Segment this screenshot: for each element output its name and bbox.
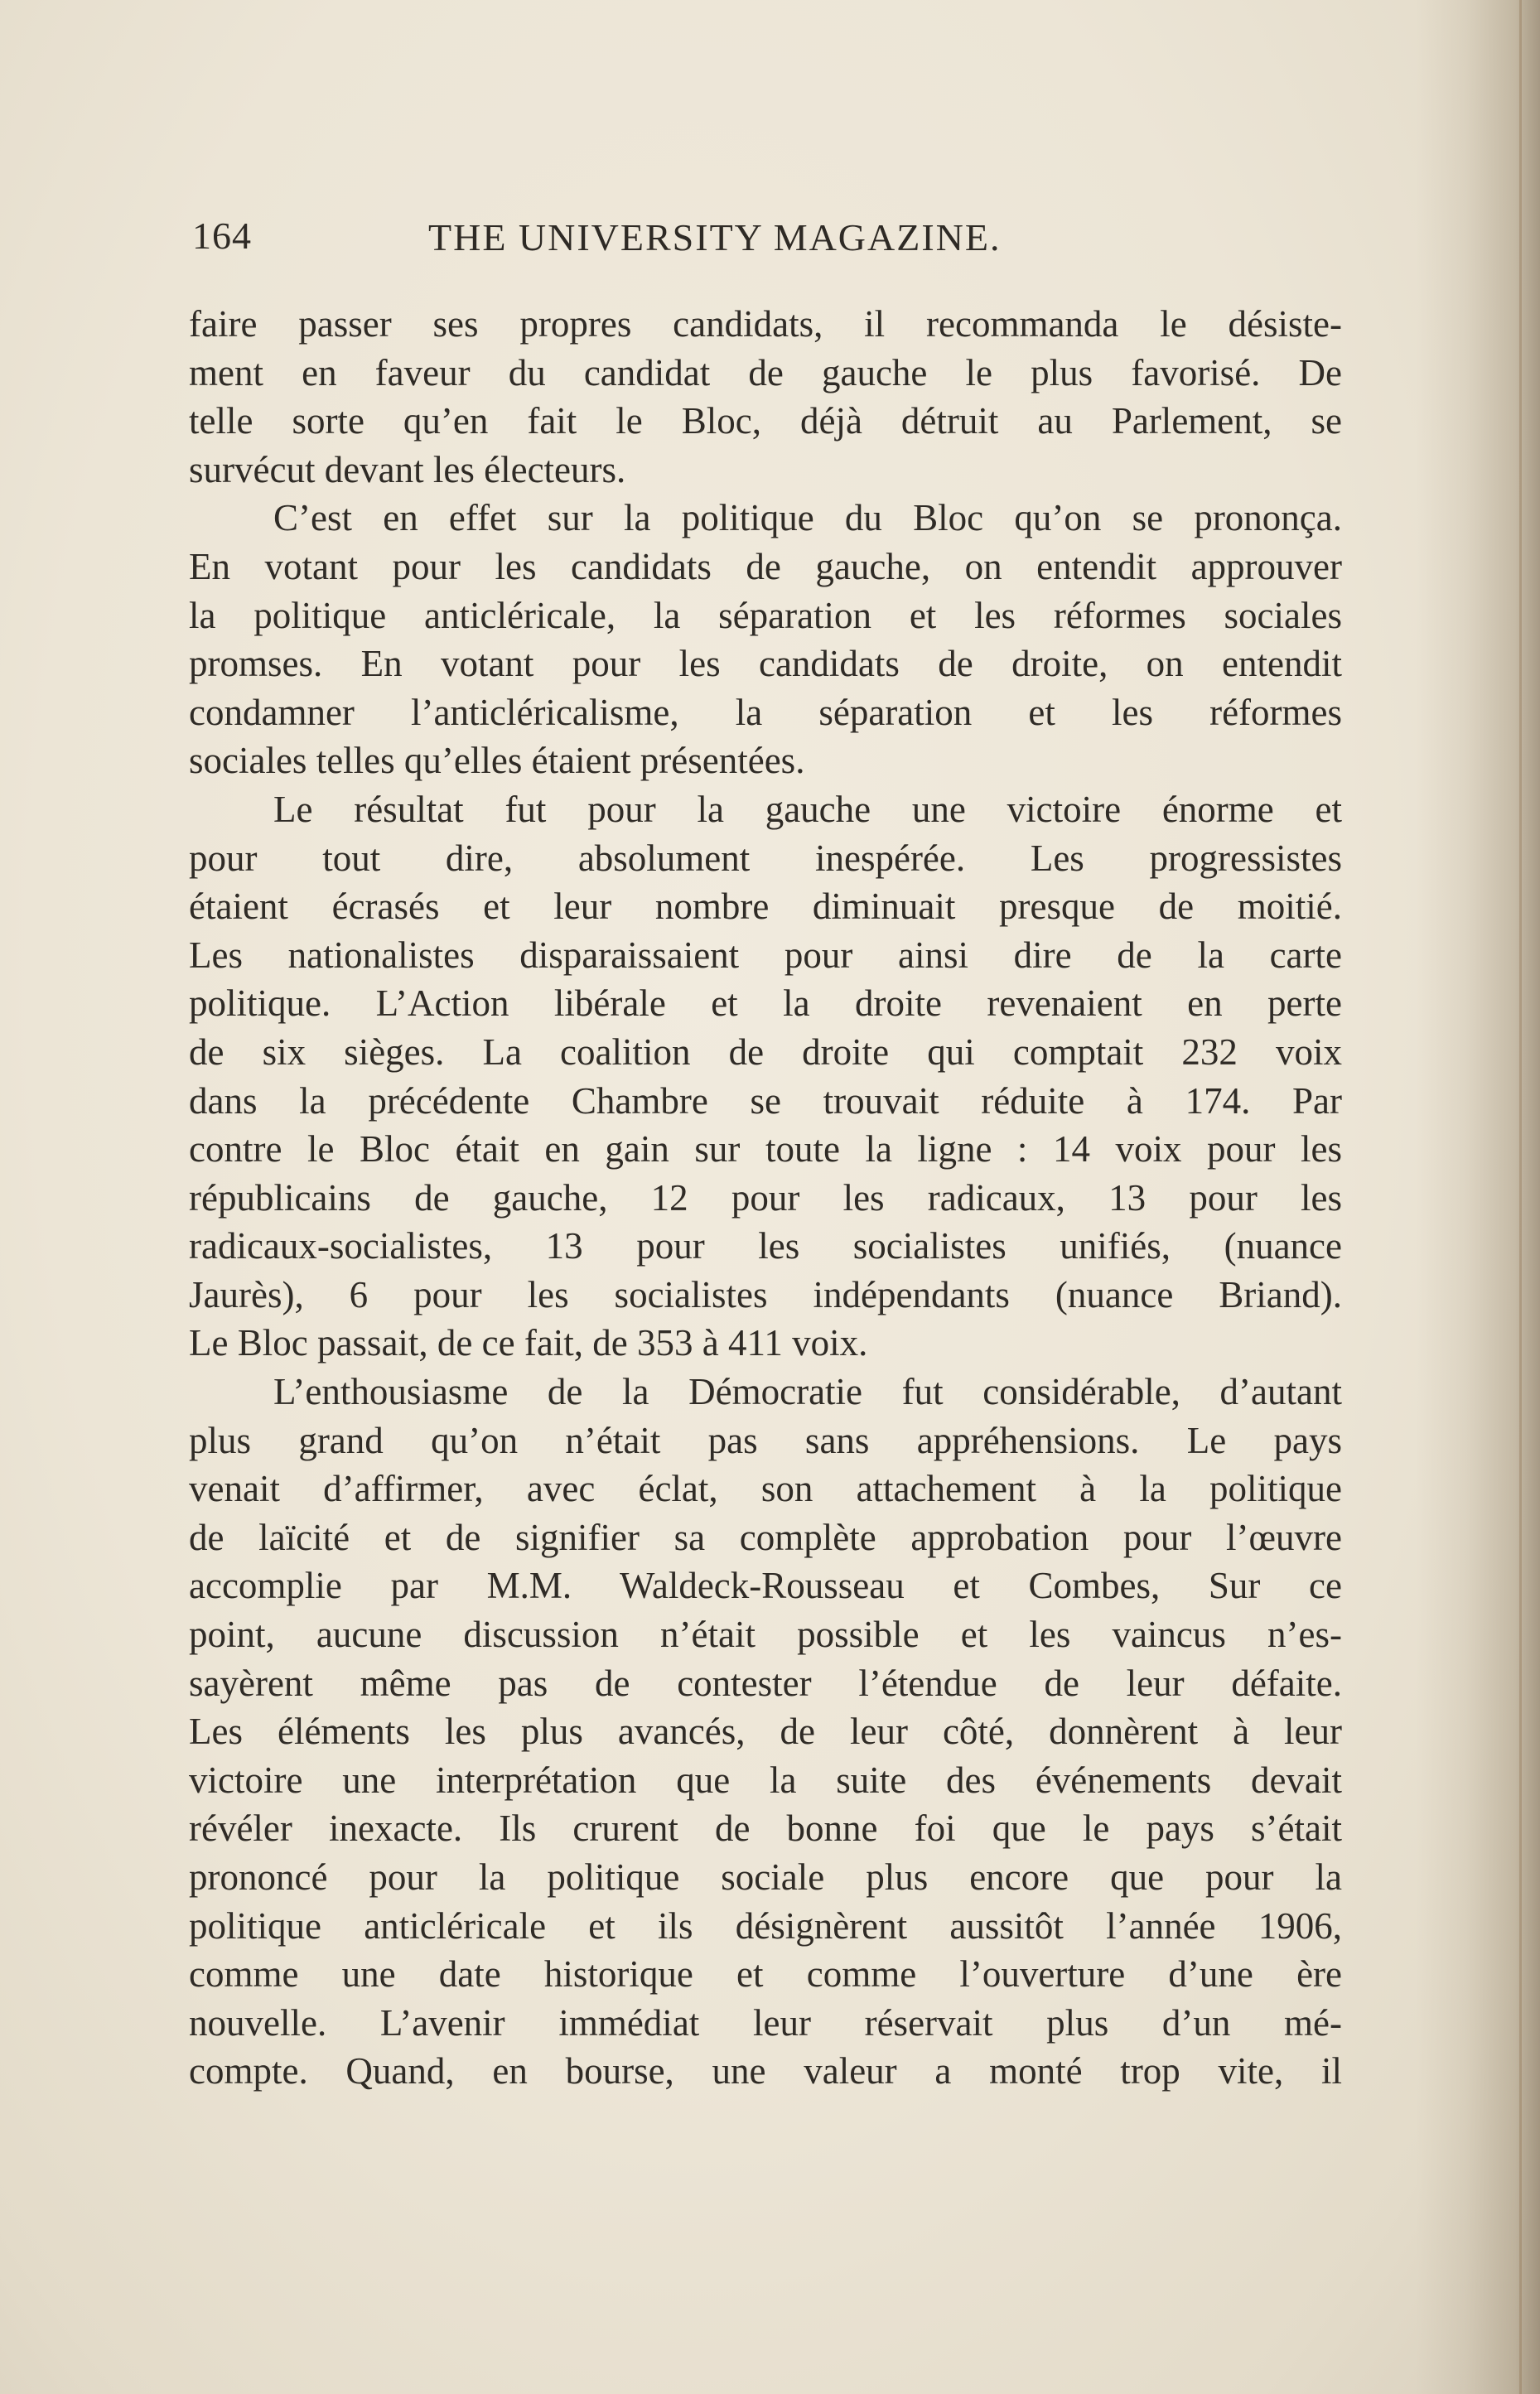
page-header bbox=[192, 214, 1335, 272]
text-line: En votant pour les candidats de gauche, on entendit approuver bbox=[189, 545, 1342, 587]
text-line: L’enthousiasme de la Démocratie fut considérable, d’autant bbox=[273, 1371, 1342, 1413]
text-line: point, aucune discussion n’était possible et les vaincus n’es- bbox=[189, 1614, 1342, 1656]
text-line: victoire une interprétation que la suite des événements devait bbox=[189, 1759, 1342, 1801]
text-line: de six sièges. La coalition de droite qui comptait 232 voix bbox=[189, 1030, 1342, 1073]
text-line: promses. En votant pour les candidats de droite, on entendit bbox=[189, 643, 1342, 685]
text-line: accomplie par M.M. Waldeck-Rousseau et Combes, Sur ce bbox=[189, 1565, 1342, 1607]
text-line: radicaux-socialistes, 13 pour les socialistes unifiés, (nuance bbox=[189, 1225, 1342, 1267]
text-line: sociales telles qu’elles étaient présentées. bbox=[189, 740, 805, 782]
text-line: venait d’affirmer, avec éclat, son attachement à la politique bbox=[189, 1468, 1342, 1510]
text-line: compte. Quand, en bourse, une valeur a monté trop vite, il bbox=[189, 2050, 1342, 2092]
text-line: plus grand qu’on n’était pas sans appréhensions. Le pays bbox=[189, 1419, 1342, 1461]
text-line: Le Bloc passait, de ce fait, de 353 à 411 voix. bbox=[189, 1322, 868, 1364]
text-line: telle sorte qu’en fait le Bloc, déjà détruit au Parlement, se bbox=[189, 400, 1342, 442]
text-line: faire passer ses propres candidats, il recommanda le désiste- bbox=[189, 303, 1342, 345]
text-line: nouvelle. L’avenir immédiat leur réservait plus d’un mé- bbox=[189, 2001, 1342, 2044]
page-number: 164 bbox=[192, 215, 252, 257]
paragraph bbox=[189, 1368, 1342, 2096]
text-line: politique anticléricale et ils désignèrent aussitôt l’année 1906, bbox=[189, 1904, 1342, 1947]
text-line: politique. L’Action libérale et la droite revenaient en perte bbox=[189, 982, 1342, 1025]
text-line: étaient écrasés et leur nombre diminuait presque de moitié. bbox=[189, 886, 1342, 928]
body-text bbox=[189, 300, 1342, 2096]
paragraph bbox=[189, 785, 1342, 1368]
text-line: condamner l’anticléricalisme, la séparation et les réformes bbox=[189, 691, 1342, 733]
running-head: THE UNIVERSITY MAGAZINE. bbox=[428, 216, 1002, 258]
text-line: prononcé pour la politique sociale plus encore que pour la bbox=[189, 1856, 1342, 1898]
text-line: dans la précédente Chambre se trouvait réduite à 174. Par bbox=[189, 1079, 1342, 1122]
page-edge-line bbox=[1519, 0, 1522, 2394]
paragraph bbox=[189, 494, 1342, 785]
text-line: pour tout dire, absolument inespérée. Les progressistes bbox=[189, 837, 1342, 879]
text-line: de laïcité et de signifier sa complète approbation pour l’œuvre bbox=[189, 1516, 1342, 1558]
text-line: sayèrent même pas de contester l’étendue de leur défaite. bbox=[189, 1662, 1342, 1704]
text-line: Le résultat fut pour la gauche une victoire énorme et bbox=[273, 788, 1342, 830]
text-line: Jaurès), 6 pour les socialistes indépendants (nuance Briand). bbox=[189, 1273, 1342, 1315]
text-line: Les éléments les plus avancés, de leur côté, donnèrent à leur bbox=[189, 1711, 1342, 1753]
text-line: républicains de gauche, 12 pour les radicaux, 13 pour les bbox=[189, 1176, 1342, 1219]
text-line: la politique anticléricale, la séparation et les réformes sociales bbox=[189, 594, 1342, 636]
text-line: révéler inexacte. Ils crurent de bonne foi que le pays s’était bbox=[189, 1808, 1342, 1850]
text-line: Les nationalistes disparaissaient pour ainsi dire de la carte bbox=[189, 934, 1342, 976]
text-line: C’est en effet sur la politique du Bloc qu’on se prononça. bbox=[273, 497, 1342, 539]
text-line: contre le Bloc était en gain sur toute la ligne : 14 voix pour les bbox=[189, 1128, 1342, 1170]
text-line: comme une date historique et comme l’ouverture d’une ère bbox=[189, 1953, 1342, 1996]
text-line: survécut devant les électeurs. bbox=[189, 448, 626, 490]
text-line: ment en faveur du candidat de gauche le plus favorisé. De bbox=[189, 351, 1342, 393]
paragraph bbox=[189, 300, 1342, 494]
